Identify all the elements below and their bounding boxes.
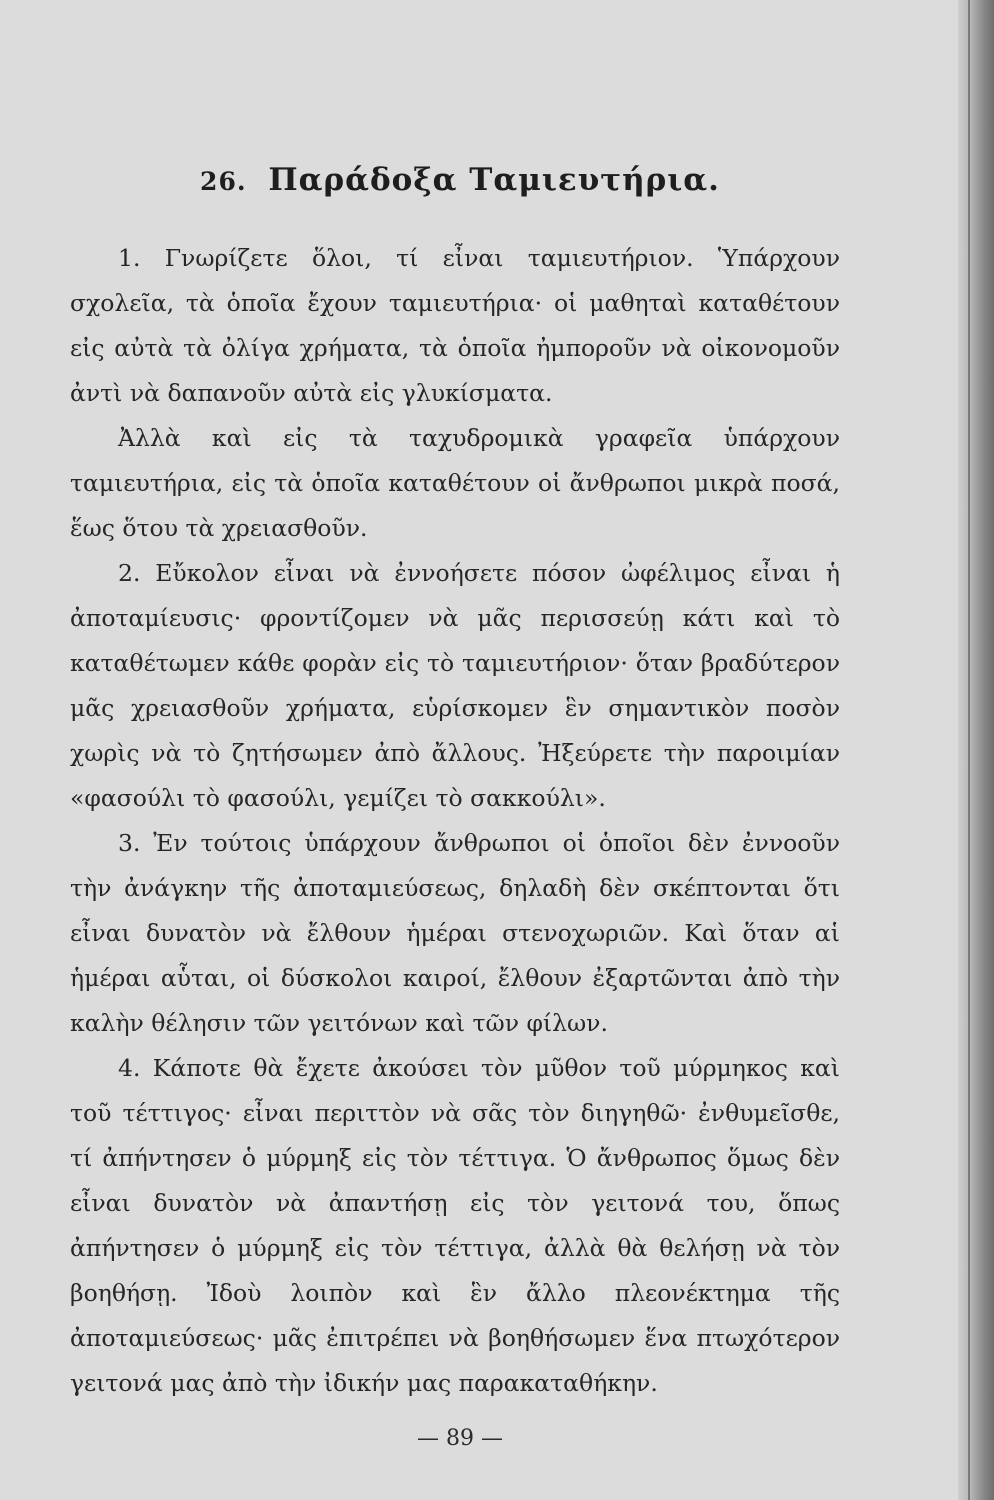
paragraph-1: 1. Γνωρίζετε ὅλοι, τί εἶναι ταμιευτήριον. Ὑπάρχουν σχολεῖα, τὰ ὁποῖα ἔχουν ταμιευτήρια· οἱ μαθηταὶ καταθέτουν εἰς αὐτὰ τὰ ὀλίγα χρήματα, τὰ ὁποῖα ἠμποροῦν νὰ οἰκονομοῦν ἀντὶ νὰ δαπανοῦν αὐτὰ εἰς γλυκίσματα.: [70, 244, 840, 407]
chapter-number: 26.: [200, 167, 247, 196]
paragraph-2: Ἀλλὰ καὶ εἰς τὰ ταχυδρομικὰ γραφεῖα ὑπάρχουν ταμιευτήρια, εἰς τὰ ὁποῖα καταθέτουν οἱ ἄνθρωποι μικρὰ ποσά, ἕως ὅτου τὰ χρειασθοῦν.: [70, 424, 840, 542]
chapter-heading: [0, 162, 920, 198]
paragraph-4: 3. Ἐν τούτοις ὑπάρχουν ἄνθρωποι οἱ ὁποῖοι δὲν ἐννοοῦν τὴν ἀνάγκην τῆς ἀποταμιεύσεως, δηλαδὴ δὲν σκέπτονται ὅτι εἶναι δυνατὸν νὰ ἔλθουν ἡμέραι στενοχωριῶν. Καὶ ὅταν αἱ ἡμέραι αὗται, οἱ δύσκολοι καιροί, ἔλθουν ἐξαρτῶνται ἀπὸ τὴν καλὴν θέλησιν τῶν γειτόνων καὶ τῶν φίλων.: [70, 829, 840, 1037]
chapter-title: Παράδοξα Ταμιευτήρια.: [268, 162, 720, 198]
page-number: — 89 —: [417, 1426, 503, 1451]
book-spine-shadow: [958, 0, 994, 1500]
paragraph-5: 4. Κάποτε θὰ ἔχετε ἀκούσει τὸν μῦθον τοῦ μύρμηκος καὶ τοῦ τέττιγος· εἶναι περιττὸν νὰ σᾶς τὸν διηγηθῶ· ἐνθυμεῖσθε, τί ἀπήντησεν ὁ μύρμηξ εἰς τὸν τέττιγα. Ὁ ἄνθρωπος ὅμως δὲν εἶναι δυνατὸν νὰ ἀπαντήσῃ εἰς τὸν γειτονά του, ὅπως ἀπήντησεν ὁ μύρμηξ εἰς τὸν τέττιγα, ἀλλὰ θὰ θελήσῃ νὰ τὸν βοηθήσῃ. Ἰδοὺ λοιπὸν καὶ ἓν ἄλλο πλεονέκτημα τῆς ἀποταμιεύσεως· μᾶς ἐπιτρέπει νὰ βοηθήσωμεν ἕνα πτωχότερον γειτονά μας ἀπὸ τὴν ἰδικήν μας παρακαταθήκην.: [70, 1054, 840, 1397]
paragraph-3: 2. Εὔκολον εἶναι νὰ ἐννοήσετε πόσον ὠφέλιμος εἶναι ἡ ἀποταμίευσις· φροντίζομεν νὰ μᾶς περισσεύῃ κάτι καὶ τὸ καταθέτωμεν κάθε φορὰν εἰς τὸ ταμιευτήριον· ὅταν βραδύτερον μᾶς χρειασθοῦν χρήματα, εὑρίσκομεν ἓν σημαντικὸν ποσὸν χωρὶς νὰ τὸ ζητήσωμεν ἀπὸ ἄλλους. Ἠξεύρετε τὴν παροιμίαν «φασούλι τὸ φασούλι, γεμίζει τὸ σακκούλι».: [70, 559, 840, 812]
book-spine-edge: [968, 0, 970, 1500]
chapter-body: [70, 236, 840, 1406]
